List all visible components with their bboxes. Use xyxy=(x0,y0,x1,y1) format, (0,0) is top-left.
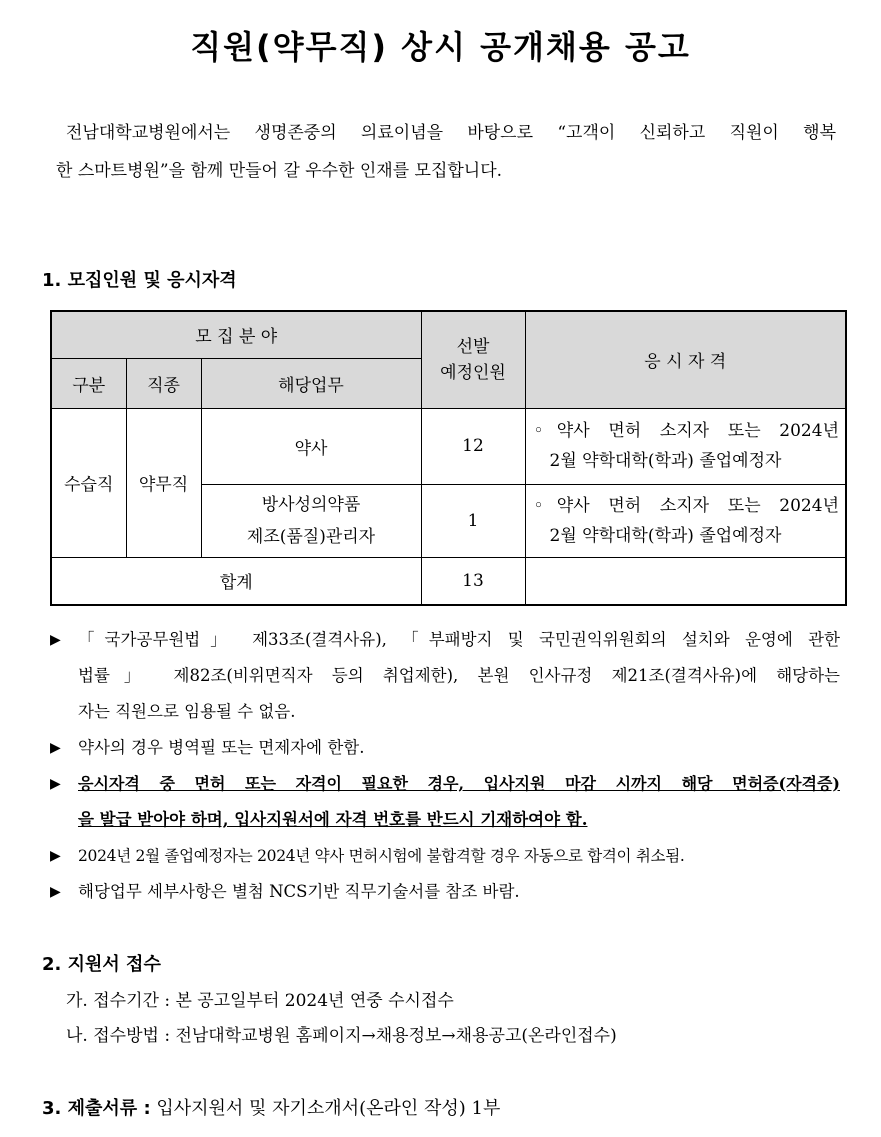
note-line: 법률」 제82조(비위면직자 등의 취업제한), 본원 인사규정 제21조(결격사유)에 해당하는 xyxy=(78,666,840,685)
cell-duty xyxy=(201,484,421,557)
recruitment-table xyxy=(50,310,847,606)
note-item xyxy=(50,622,840,730)
note-item xyxy=(50,838,840,874)
arrow-icon: ▶ xyxy=(50,884,61,900)
table-row xyxy=(51,408,846,484)
cell-job: 약무직 xyxy=(126,408,201,557)
duty-line-1: 방사성의약품 xyxy=(261,494,361,515)
intro-paragraph xyxy=(56,114,836,190)
qual-line-1: ◦약사 면허 소지자 또는 2024년 xyxy=(533,421,839,441)
note-line: 약사의 경우 병역필 또는 면제자에 한함. xyxy=(78,738,365,757)
note-line: 2024년 2월 졸업예정자는 2024년 약사 면허시험에 불합격할 경우 자동으로 합격이 취소됨. xyxy=(78,847,685,865)
note-line: 자는 직원으로 임용될 수 없음. xyxy=(78,702,296,721)
page-title: 직원(약무직) 상시 공개채용 공고 xyxy=(190,28,691,66)
qual-line-2: 2월 약학대학(학과) 졸업예정자 xyxy=(549,451,782,471)
total-label: 합계 xyxy=(51,557,421,605)
section-3-heading: 3. 제출서류 : xyxy=(42,1098,151,1119)
total-row xyxy=(51,557,846,605)
qual-line-2: 2월 약학대학(학과) 졸업예정자 xyxy=(549,525,782,546)
cell-count: 1 xyxy=(421,484,525,557)
cell-category: 수습직 xyxy=(51,408,126,557)
section-2-heading: 2. 지원서 접수 xyxy=(42,954,161,975)
qual-line-1: ◦약사 면허 소지자 또는 2024년 xyxy=(533,495,839,516)
section-3-text: 입사지원서 및 자기소개서(온라인 작성) 1부 xyxy=(150,1098,501,1119)
intro-line-1: 전남대학교병원에서는 생명존중의 의료이념을 바탕으로 “고객이 신뢰하고 직원이 행복 xyxy=(66,123,836,143)
arrow-icon: ▶ xyxy=(50,776,61,792)
cell-duty xyxy=(201,408,421,484)
cell-qualification xyxy=(525,484,846,557)
section-3 xyxy=(42,1094,500,1120)
intro-line-2: 한 스마트병원”을 함께 만들어 갈 우수한 인재를 모집합니다. xyxy=(56,161,503,181)
arrow-icon: ▶ xyxy=(50,848,61,864)
note-line: 응시자격 중 면허 또는 자격이 필요한 경우, 입사지원 마감 시까지 해당 면허증(자격증) xyxy=(78,774,840,793)
total-qualification xyxy=(525,557,846,605)
application-method: 나. 접수방법 : 전남대학교병원 홈페이지→채용정보→채용공고(온라인접수) xyxy=(66,1026,617,1046)
application-period: 가. 접수기간 : 본 공고일부터 2024년 연중 수시접수 xyxy=(66,991,454,1011)
header-planned-text: 선발 예정인원 xyxy=(440,336,506,383)
note-item xyxy=(50,874,840,910)
duty-line-2: 제조(품질)관리자 xyxy=(246,526,376,547)
arrow-icon: ▶ xyxy=(50,740,61,756)
note-line: 「국가공무원법」 제33조(결격사유), 「부패방지 및 국민권익위원회의 설치와 운영에 관한 xyxy=(78,630,840,649)
note-item-important xyxy=(50,766,840,838)
note-line: 해당업무 세부사항은 별첨 NCS기반 직무기술서를 참조 바람. xyxy=(78,882,520,901)
duty-line-1: 약사 xyxy=(294,438,328,459)
cell-count: 12 xyxy=(421,408,525,484)
header-field: 모 집 분 야 xyxy=(51,311,421,358)
cell-qualification xyxy=(525,408,846,484)
col-duty: 해당업무 xyxy=(201,358,421,408)
notes-list xyxy=(50,622,840,910)
note-line: 을 발급 받아야 하며, 입사지원서에 자격 번호를 반드시 기재하여야 함. xyxy=(78,810,588,829)
col-job: 직종 xyxy=(126,358,201,408)
section-1-heading: 1. 모집인원 및 응시자격 xyxy=(42,270,237,291)
note-item xyxy=(50,730,840,766)
total-count: 13 xyxy=(421,557,525,605)
arrow-icon: ▶ xyxy=(50,632,61,648)
col-category: 구분 xyxy=(51,358,126,408)
header-planned xyxy=(421,311,525,408)
header-qualification: 응 시 자 격 xyxy=(525,311,846,408)
